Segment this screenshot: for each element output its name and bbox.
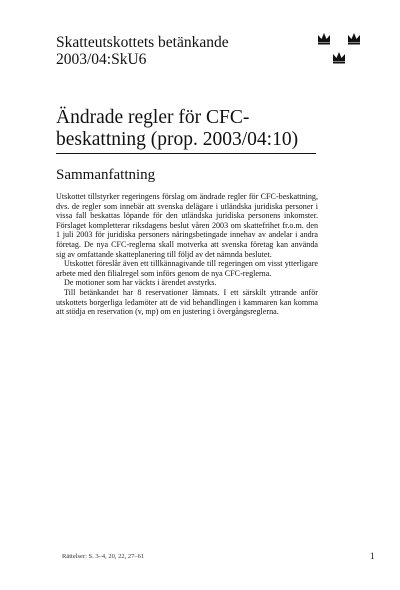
document-title: Ändrade regler för CFC-beskattning (prop. 2003/04:10) [56, 107, 299, 150]
page-number: 1 [370, 551, 375, 561]
report-number: 2003/04:SkU6 [56, 51, 147, 68]
report-series: Skatteutskottets betänkande [56, 34, 229, 51]
summary-paragraph: Utskottet tillstyrker regeringens förslag om ändrade regler för CFC-beskattning, dvs. de regler som innebär att svenska delägare i utländska juridiska personer i vissa fall beskattas löpande för den utländska juridiska personens inkomster. Förslaget kompletterar riksdagens beslut våren 2003 om skattefrihet fr.o.m. den 1 juli 2003 för juridiska personers näringsbetingade innehav av andelar i andra företag. De nya CFC-reglerna skall motverka att svenska företag kan använda sig av omfattande skatteplanering till följd av det nämnda beslutet. [56, 192, 318, 259]
title-divider [56, 153, 316, 154]
summary-paragraph: Till betänkandet har 8 reservationer lämnats. I ett särskilt yttrande anför utskottets borgerliga ledamöter att de vid behandlingen i kammaren kan komma att stödja en reservation (v, mp) om en justering i övergångsreglerna. [56, 287, 318, 317]
section-heading: Sammanfattning [56, 167, 156, 183]
summary-paragraph: Utskottet föreslår även ett tillkännagivande till regeringen om visst ytterligare arbete med den filialregel som införs genom de nya CFC-reglerna. [56, 259, 318, 278]
document-header [56, 34, 229, 68]
summary-body [56, 192, 318, 317]
summary-paragraph: De motioner som har väckts i ärendet avstyrks. [64, 278, 217, 288]
corrections-note: Rättelser: S. 3–4, 20, 22, 27–61 [62, 553, 145, 560]
three-crowns-icon [316, 31, 364, 65]
